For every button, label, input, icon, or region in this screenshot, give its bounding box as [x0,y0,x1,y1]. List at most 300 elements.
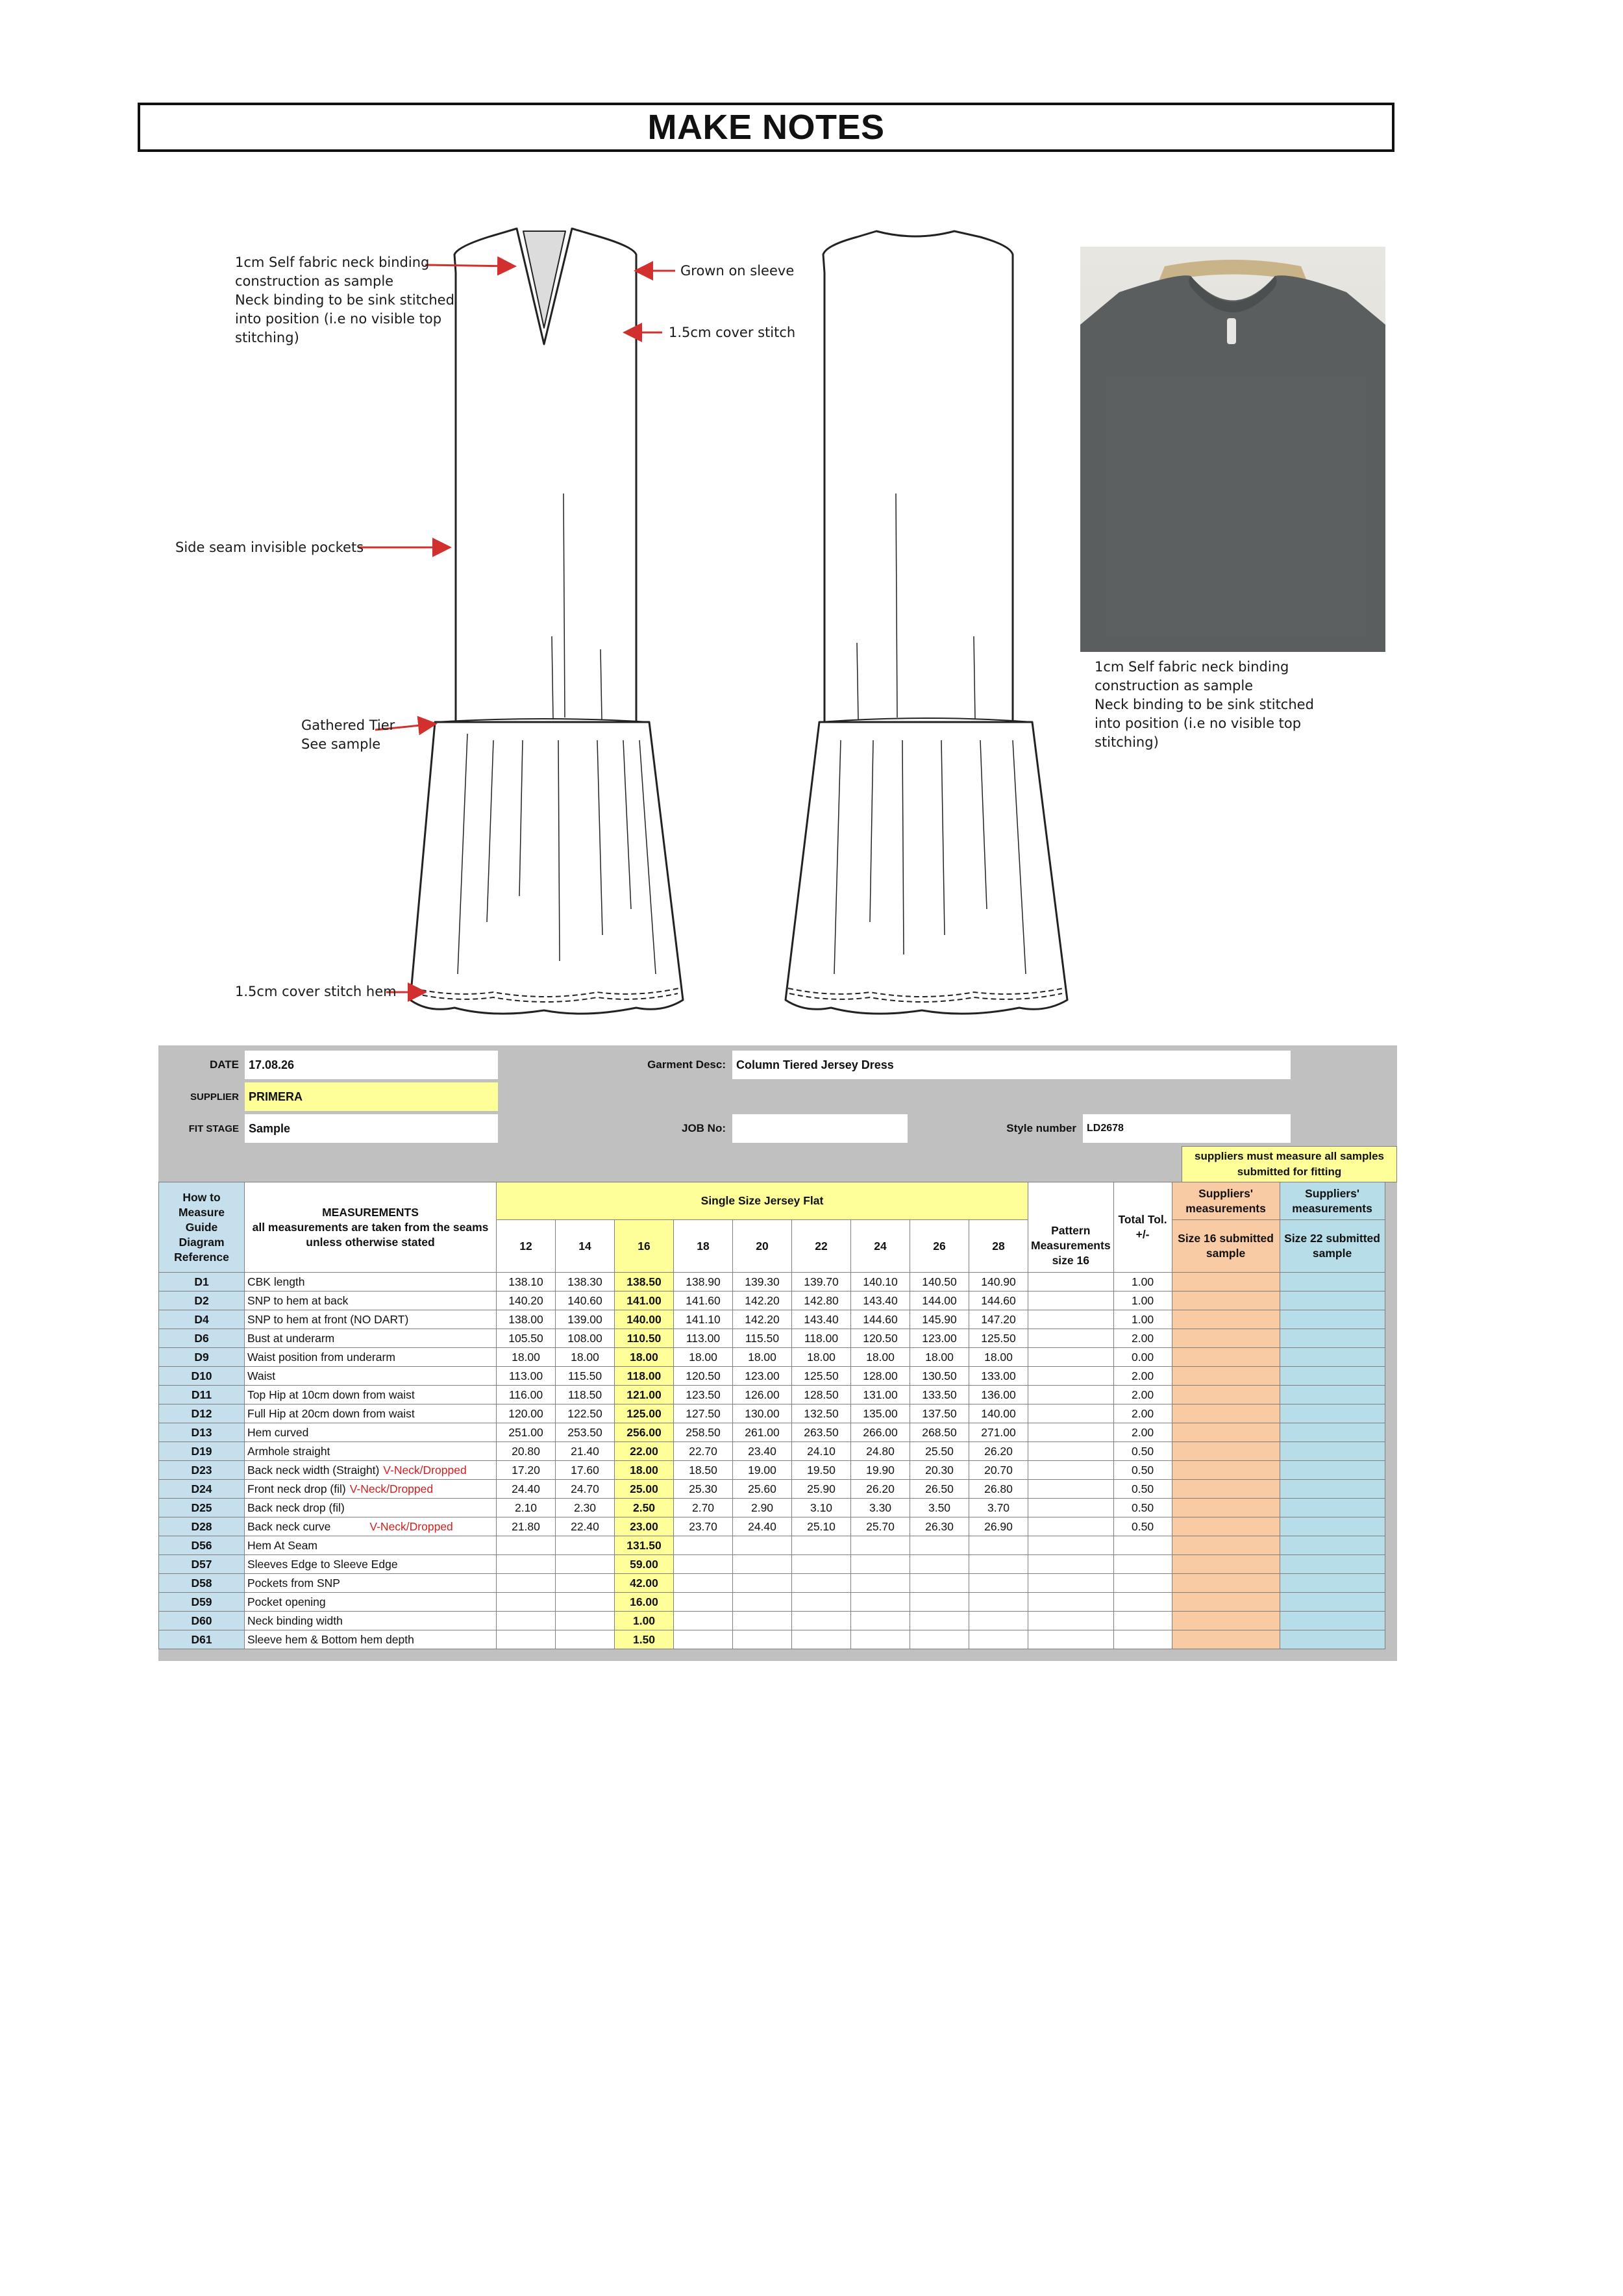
size-16-value: 141.00 [615,1292,674,1310]
tolerance-cell: 0.50 [1113,1499,1172,1517]
style-number-label: Style number [1006,1122,1076,1134]
size-28-value: 144.60 [969,1292,1028,1310]
size-22-value: 25.10 [792,1517,851,1536]
table-row [159,1386,1385,1404]
sample16-measurement-cell[interactable] [1172,1292,1280,1310]
row-description-text: Neck binding width [247,1614,343,1627]
row-description [245,1517,497,1536]
size-18-value: 120.50 [674,1367,733,1386]
size-16-value: 25.00 [615,1480,674,1499]
size-18-value: 18.50 [674,1461,733,1480]
size-14-value: 108.00 [556,1329,615,1348]
size-28-value: 140.90 [969,1273,1028,1292]
pattern-measurement-cell[interactable] [1028,1292,1114,1310]
row-description-text: CBK length [247,1275,305,1288]
table-row [159,1612,1385,1630]
sample16-measurement-cell[interactable] [1172,1329,1280,1348]
size-24-value [851,1574,910,1593]
sample22-measurement-cell[interactable] [1280,1292,1385,1310]
size-18-value [674,1630,733,1649]
size-20-value [733,1612,792,1630]
size-14-value: 253.50 [556,1423,615,1442]
size-18-value: 138.90 [674,1273,733,1292]
size-28-value [969,1612,1028,1630]
sample22-measurement-cell[interactable] [1280,1423,1385,1442]
page-title: MAKE NOTES [647,108,885,147]
fit-stage-field[interactable]: Sample [245,1114,498,1143]
size-28-value [969,1593,1028,1612]
sample22-measurement-cell[interactable] [1280,1329,1385,1348]
sample16-measurement-cell[interactable] [1172,1348,1280,1367]
size-26-value: 3.50 [910,1499,969,1517]
fit-stage-label: FIT STAGE [188,1123,239,1134]
sample22-measurement-cell[interactable] [1280,1386,1385,1404]
note-neck-binding-photo: 1cm Self fabric neck binding construction as sample Neck binding to be sink stitched into position (i.e no visible top stitching) [1095,659,1314,750]
size-20-value [733,1593,792,1612]
row-ref: D24 [159,1480,245,1499]
suppliers-measurements-22: Suppliers' measurements [1280,1182,1385,1220]
tolerance-cell [1113,1536,1172,1555]
pattern-measurement-cell[interactable] [1028,1630,1114,1649]
supplier-field[interactable]: PRIMERA [245,1082,498,1111]
note-gathered-tier: Gathered Tier See sample [301,718,395,752]
size-16-value: 138.50 [615,1273,674,1292]
size-22-value [792,1555,851,1574]
size-26-value: 26.30 [910,1517,969,1536]
size-12-value: 138.00 [497,1310,556,1329]
size-16-value: 118.00 [615,1367,674,1386]
size-18-value [674,1536,733,1555]
size-18-value: 2.70 [674,1499,733,1517]
row-description-text: Full Hip at 20cm down from waist [247,1407,415,1420]
size-12-value [497,1555,556,1574]
size-22-value: 263.50 [792,1423,851,1442]
table-row [159,1630,1385,1649]
tolerance-cell [1113,1593,1172,1612]
size-26-value: 25.50 [910,1442,969,1461]
sample16-header: Size 16 submitted sample [1172,1220,1280,1273]
size-16-value: 23.00 [615,1517,674,1536]
note-side-seam-pockets: Side seam invisible pockets [175,540,364,555]
size-18-value [674,1555,733,1574]
row-note: V-Neck/Dropped [369,1520,453,1533]
sample22-measurement-cell[interactable] [1280,1593,1385,1612]
tolerance-cell: 0.50 [1113,1517,1172,1536]
size-20-value: 25.60 [733,1480,792,1499]
tolerance-cell: 0.50 [1113,1442,1172,1461]
sample16-measurement-cell[interactable] [1172,1442,1280,1461]
row-description-text: Sleeves Edge to Sleeve Edge [247,1558,398,1571]
size-12-value [497,1630,556,1649]
pattern-measurement-cell[interactable] [1028,1386,1114,1404]
row-description [245,1442,497,1461]
tolerance-cell [1113,1574,1172,1593]
size-12-value: 251.00 [497,1423,556,1442]
tolerance-cell [1113,1612,1172,1630]
size-16-value: 18.00 [615,1348,674,1367]
row-description [245,1329,497,1348]
sample16-measurement-cell[interactable] [1172,1310,1280,1329]
size-22-value: 128.50 [792,1386,851,1404]
sample22-measurement-cell[interactable] [1280,1367,1385,1386]
sample16-measurement-cell[interactable] [1172,1517,1280,1536]
tolerance-cell: 2.00 [1113,1367,1172,1386]
size-12-value: 24.40 [497,1480,556,1499]
sample16-measurement-cell[interactable] [1172,1499,1280,1517]
pattern-measurement-cell[interactable] [1028,1404,1114,1423]
tolerance-cell: 2.00 [1113,1423,1172,1442]
tolerance-cell: 0.50 [1113,1461,1172,1480]
sample22-measurement-cell[interactable] [1280,1574,1385,1593]
sample16-measurement-cell[interactable] [1172,1273,1280,1292]
tolerance-cell: 1.00 [1113,1310,1172,1329]
tolerance-cell: 0.00 [1113,1348,1172,1367]
sample22-header: Size 22 submitted sample [1280,1220,1385,1273]
size-24-value: 26.20 [851,1480,910,1499]
sample22-measurement-cell[interactable] [1280,1612,1385,1630]
size-24-value: 25.70 [851,1517,910,1536]
size-12-value: 138.10 [497,1273,556,1292]
sample22-measurement-cell[interactable] [1280,1348,1385,1367]
size-14-value [556,1612,615,1630]
pattern-measurement-cell[interactable] [1028,1499,1114,1517]
tolerance-header: Total Tol. +/- [1113,1182,1172,1273]
size-18-value: 127.50 [674,1404,733,1423]
size-12-value [497,1593,556,1612]
table-row [159,1461,1385,1480]
size-28-value: 147.20 [969,1310,1028,1329]
size-16-value: 1.00 [615,1612,674,1630]
size-20-value: 142.20 [733,1310,792,1329]
size-18-value [674,1612,733,1630]
size-24-value [851,1612,910,1630]
size-24-value: 266.00 [851,1423,910,1442]
size-12-value: 120.00 [497,1404,556,1423]
row-description [245,1423,497,1442]
size-22-value [792,1574,851,1593]
size-24-value: 3.30 [851,1499,910,1517]
size-20-value [733,1630,792,1649]
row-description [245,1367,497,1386]
pattern-measurement-cell[interactable] [1028,1310,1114,1329]
size-22-value [792,1593,851,1612]
pattern-measurement-cell[interactable] [1028,1555,1114,1574]
size-26-value: 133.50 [910,1386,969,1404]
size-header-12: 12 [497,1220,556,1273]
size-12-value: 20.80 [497,1442,556,1461]
size-26-value: 123.00 [910,1329,969,1348]
size-header-14: 14 [556,1220,615,1273]
size-16-value: 140.00 [615,1310,674,1329]
size-20-value: 130.00 [733,1404,792,1423]
size-22-value: 19.50 [792,1461,851,1480]
row-description-text: Bust at underarm [247,1332,335,1345]
size-24-value: 140.10 [851,1273,910,1292]
sample16-measurement-cell[interactable] [1172,1461,1280,1480]
size-28-value: 133.00 [969,1367,1028,1386]
pattern-measurement-cell[interactable] [1028,1574,1114,1593]
tolerance-cell: 0.50 [1113,1480,1172,1499]
note-cover-stitch-hem: 1.5cm cover stitch hem [235,984,397,999]
garment-desc-label: Garment Desc: [647,1058,726,1071]
tolerance-cell: 1.00 [1113,1273,1172,1292]
size-24-value: 120.50 [851,1329,910,1348]
size-16-value: 59.00 [615,1555,674,1574]
sample16-measurement-cell[interactable] [1172,1386,1280,1404]
size-20-value: 115.50 [733,1329,792,1348]
row-note: V-Neck/Dropped [349,1482,434,1495]
size-28-value: 136.00 [969,1386,1028,1404]
table-row [159,1574,1385,1593]
size-20-value: 261.00 [733,1423,792,1442]
pattern-measurement-cell[interactable] [1028,1367,1114,1386]
sample22-measurement-cell[interactable] [1280,1273,1385,1292]
size-22-value: 24.10 [792,1442,851,1461]
size-22-value [792,1612,851,1630]
size-28-value [969,1536,1028,1555]
size-14-value: 22.40 [556,1517,615,1536]
back-bodice-outline [823,231,1013,722]
size-16-value: 256.00 [615,1423,674,1442]
row-description [245,1499,497,1517]
table-row [159,1273,1385,1292]
size-header-16: 16 [615,1220,674,1273]
size-22-value [792,1536,851,1555]
row-ref: D61 [159,1630,245,1649]
size-14-value [556,1574,615,1593]
size-20-value: 2.90 [733,1499,792,1517]
size-24-value [851,1593,910,1612]
table-row [159,1329,1385,1348]
size-14-value: 2.30 [556,1499,615,1517]
job-no-field[interactable] [732,1114,908,1143]
size-group-header: Single Size Jersey Flat [497,1182,1028,1220]
sample-photo [1080,247,1385,652]
front-skirt-tier [410,722,683,1014]
size-header-18: 18 [674,1220,733,1273]
row-description-text: Hem curved [247,1426,309,1439]
date-field[interactable]: 17.08.26 [245,1051,498,1079]
size-16-value: 125.00 [615,1404,674,1423]
table-row [159,1423,1385,1442]
row-description-text: Top Hip at 10cm down from waist [247,1388,415,1401]
row-ref: D19 [159,1442,245,1461]
size-14-value: 140.60 [556,1292,615,1310]
date-label: DATE [209,1058,239,1071]
pattern-measurement-cell[interactable] [1028,1612,1114,1630]
size-26-value: 145.90 [910,1310,969,1329]
note-grown-on-sleeve: Grown on sleeve [680,263,795,279]
size-18-value [674,1593,733,1612]
size-24-value: 19.90 [851,1461,910,1480]
sample16-measurement-cell[interactable] [1172,1404,1280,1423]
pattern-measurement-cell[interactable] [1028,1273,1114,1292]
row-description [245,1273,497,1292]
table-row [159,1499,1385,1517]
size-14-value [556,1593,615,1612]
size-18-value: 23.70 [674,1517,733,1536]
size-16-value: 22.00 [615,1442,674,1461]
suppliers-measurements-16: Suppliers' measurements [1172,1182,1280,1220]
row-ref: D13 [159,1423,245,1442]
sample16-measurement-cell[interactable] [1172,1555,1280,1574]
size-16-value: 16.00 [615,1593,674,1612]
pattern-measurement-cell[interactable] [1028,1348,1114,1367]
sample-photo-illustration [1080,247,1385,652]
size-26-value: 26.50 [910,1480,969,1499]
pattern-measurement-cell[interactable] [1028,1536,1114,1555]
size-18-value: 18.00 [674,1348,733,1367]
pattern-measurement-cell[interactable] [1028,1480,1114,1499]
size-26-value: 130.50 [910,1367,969,1386]
sample22-measurement-cell[interactable] [1280,1310,1385,1329]
row-description-text: Waist position from underarm [247,1351,395,1364]
row-ref: D10 [159,1367,245,1386]
size-20-value: 123.00 [733,1367,792,1386]
sample16-measurement-cell[interactable] [1172,1480,1280,1499]
sample16-measurement-cell[interactable] [1172,1593,1280,1612]
tolerance-cell: 2.00 [1113,1329,1172,1348]
row-ref: D57 [159,1555,245,1574]
size-14-value: 18.00 [556,1348,615,1367]
sample16-measurement-cell[interactable] [1172,1574,1280,1593]
tolerance-cell: 1.00 [1113,1292,1172,1310]
sample22-measurement-cell[interactable] [1280,1461,1385,1480]
size-12-value: 18.00 [497,1348,556,1367]
size-12-value: 113.00 [497,1367,556,1386]
row-ref: D25 [159,1499,245,1517]
size-22-value: 3.10 [792,1499,851,1517]
size-14-value: 139.00 [556,1310,615,1329]
sample16-measurement-cell[interactable] [1172,1612,1280,1630]
pattern-measurement-cell[interactable] [1028,1329,1114,1348]
sample22-measurement-cell[interactable] [1280,1536,1385,1555]
size-24-value: 128.00 [851,1367,910,1386]
size-16-value: 18.00 [615,1461,674,1480]
sample16-measurement-cell[interactable] [1172,1536,1280,1555]
size-20-value: 19.00 [733,1461,792,1480]
size-16-value: 131.50 [615,1536,674,1555]
size-26-value [910,1612,969,1630]
size-20-value: 18.00 [733,1348,792,1367]
size-24-value [851,1555,910,1574]
size-28-value: 26.20 [969,1442,1028,1461]
size-14-value: 138.30 [556,1273,615,1292]
row-description-text: Sleeve hem & Bottom hem depth [247,1633,414,1646]
garment-desc-field[interactable]: Column Tiered Jersey Dress [732,1051,1291,1079]
tolerance-cell: 2.00 [1113,1386,1172,1404]
size-26-value: 137.50 [910,1404,969,1423]
size-28-value: 20.70 [969,1461,1028,1480]
size-28-value: 26.90 [969,1517,1028,1536]
col-header-measurements [245,1182,497,1273]
size-12-value: 2.10 [497,1499,556,1517]
sample22-measurement-cell[interactable] [1280,1630,1385,1649]
job-no-label: JOB No: [682,1122,726,1134]
sample22-measurement-cell[interactable] [1280,1555,1385,1574]
table-row [159,1536,1385,1555]
size-26-value: 20.30 [910,1461,969,1480]
size-header-24: 24 [851,1220,910,1273]
size-26-value: 268.50 [910,1423,969,1442]
pattern-measurement-cell[interactable] [1028,1517,1114,1536]
row-description-text: Pocket opening [247,1595,326,1608]
row-ref: D4 [159,1310,245,1329]
size-28-value [969,1555,1028,1574]
size-20-value: 23.40 [733,1442,792,1461]
row-description-text: Front neck drop (fil) [247,1482,346,1495]
sample16-measurement-cell[interactable] [1172,1423,1280,1442]
note-neck-binding-front: 1cm Self fabric neck binding construction as sample Neck binding to be sink stitched into position (i.e no visible top stitching) [235,255,454,345]
row-description [245,1386,497,1404]
row-ref: D28 [159,1517,245,1536]
size-header-22: 22 [792,1220,851,1273]
size-header-20: 20 [733,1220,792,1273]
row-description-text: Back neck drop (fil) [247,1501,345,1514]
sample22-measurement-cell[interactable] [1280,1517,1385,1536]
size-18-value [674,1574,733,1593]
size-22-value: 18.00 [792,1348,851,1367]
size-20-value [733,1574,792,1593]
table-row [159,1442,1385,1461]
sample22-measurement-cell[interactable] [1280,1404,1385,1423]
pattern-measurement-cell[interactable] [1028,1423,1114,1442]
pattern-measurement-cell[interactable] [1028,1593,1114,1612]
row-ref: D59 [159,1593,245,1612]
sample22-measurement-cell[interactable] [1280,1499,1385,1517]
row-description [245,1555,497,1574]
table-row [159,1517,1385,1536]
tolerance-cell: 2.00 [1113,1404,1172,1423]
row-description-text: Pockets from SNP [247,1577,340,1590]
sample22-measurement-cell[interactable] [1280,1442,1385,1461]
size-16-value: 2.50 [615,1499,674,1517]
sample16-measurement-cell[interactable] [1172,1367,1280,1386]
row-description [245,1593,497,1612]
size-12-value: 140.20 [497,1292,556,1310]
size-14-value: 115.50 [556,1367,615,1386]
sample22-measurement-cell[interactable] [1280,1480,1385,1499]
size-12-value [497,1574,556,1593]
sample16-measurement-cell[interactable] [1172,1630,1280,1649]
size-20-value: 24.40 [733,1517,792,1536]
size-22-value: 118.00 [792,1329,851,1348]
size-18-value: 113.00 [674,1329,733,1348]
size-28-value [969,1574,1028,1593]
table-row [159,1555,1385,1574]
back-skirt-tier [786,722,1067,1014]
row-ref: D12 [159,1404,245,1423]
size-18-value: 141.10 [674,1310,733,1329]
table-row [159,1292,1385,1310]
size-14-value: 21.40 [556,1442,615,1461]
row-description [245,1574,497,1593]
size-24-value: 135.00 [851,1404,910,1423]
row-ref: D6 [159,1329,245,1348]
size-26-value [910,1555,969,1574]
row-description [245,1612,497,1630]
size-12-value: 116.00 [497,1386,556,1404]
pattern-measurement-cell[interactable] [1028,1461,1114,1480]
size-16-value: 42.00 [615,1574,674,1593]
table-row [159,1593,1385,1612]
style-number-field[interactable]: LD2678 [1083,1114,1291,1143]
size-12-value [497,1612,556,1630]
size-18-value: 22.70 [674,1442,733,1461]
size-14-value: 122.50 [556,1404,615,1423]
pattern-measurement-cell[interactable] [1028,1442,1114,1461]
row-description [245,1292,497,1310]
